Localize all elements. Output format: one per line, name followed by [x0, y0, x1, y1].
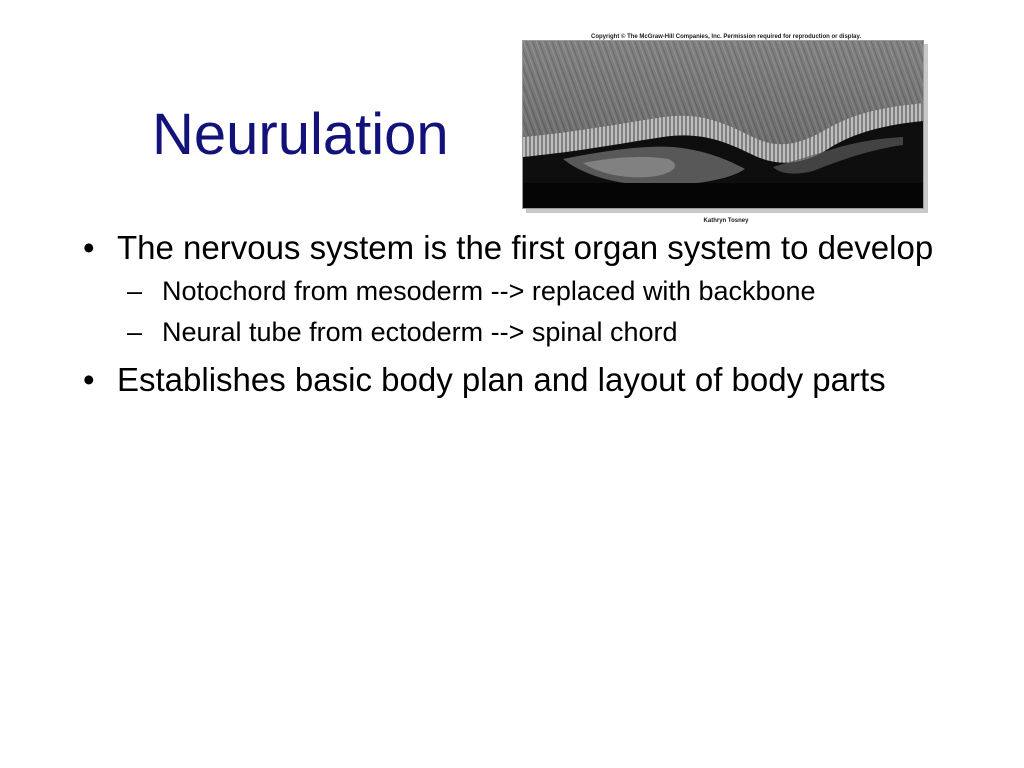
sub-bullet-item	[80, 274, 980, 309]
bullet-marker: •	[83, 361, 95, 398]
figure-credit: Kathryn Tosney	[703, 218, 749, 224]
figure	[516, 30, 936, 230]
neural-tube-micrograph-image	[522, 40, 924, 209]
figure-copyright: Copyright © The McGraw-Hill Companies, Inc. Permission required for reproduction or display.	[590, 34, 862, 40]
slide-title: Neurulation	[152, 102, 449, 167]
sub-bullet-item	[80, 315, 980, 350]
bullet-item	[80, 358, 980, 402]
sub-bullet-marker: –	[127, 276, 143, 306]
bullet-list	[80, 226, 980, 404]
bullet-item	[80, 226, 980, 270]
sub-bullet-text: Notochord from mesoderm --> replaced with backbone	[162, 276, 816, 306]
bullet-marker: •	[83, 229, 95, 266]
bullet-text: Establishes basic body plan and layout of body parts	[117, 361, 886, 398]
bullet-text: The nervous system is the first organ system to develop	[117, 229, 934, 266]
sub-bullet-marker: –	[127, 317, 143, 347]
sub-bullet-text: Neural tube from ectoderm --> spinal chord	[162, 317, 678, 347]
